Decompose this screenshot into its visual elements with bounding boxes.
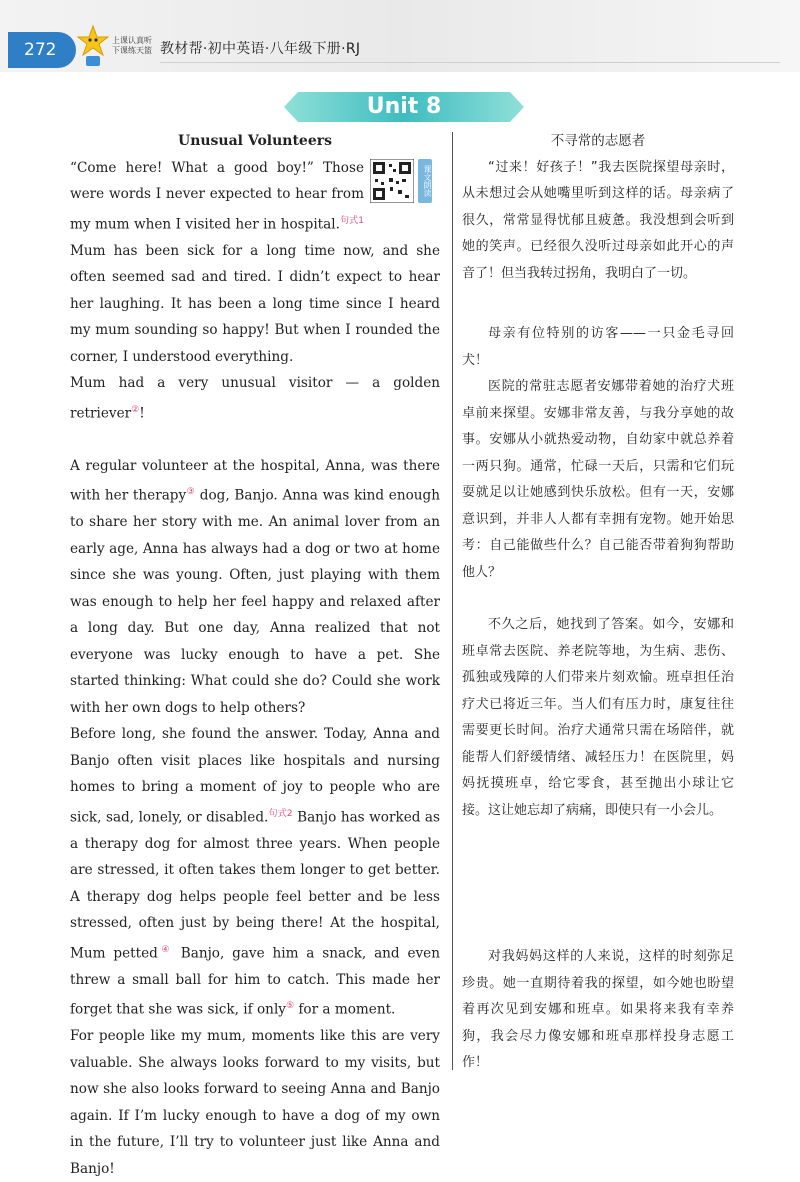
unit-title: Unit 8 [366,94,442,119]
chinese-title: 不寻常的志愿者 [550,133,646,149]
qr-tag[interactable]: 课文朗读 [418,159,432,203]
sentence-mark-1: 句式1 [339,215,364,226]
qr-code-icon[interactable] [370,159,414,203]
chinese-translation [462,128,734,1077]
english-paragraph-3: A regular volunteer at the hospital, Anna, was there with her therapy③ dog, Banjo. Anna was kind enough to share her story with me. An animal lover from an early age, Anna has always had a dog or two at home since she was young. Often, just playing with them was enough to help her feel happy and relaxed after a long day. But one day, Anna realized that not everyone was lucky enough to have a pet. She started thinking: What could she do? Could she work with her own dogs to help others? [70,457,440,716]
english-paragraph-2: Mum had a very unusual visitor — a golden retriever②! [70,375,440,422]
sentence-mark-2: 句式2 [268,808,293,819]
chinese-paragraph-3: 医院的常驻志愿者安娜带着她的治疗犬班卓前来探望。安娜非常友善，与我分享她的故事。安娜从小就热爱动物，自幼家中就总养着一两只狗。通常，忙碌一天后，只需和它们玩耍就足以让她感到快乐放松。但有一天，安娜意识到，并非人人都有幸拥有宠物。她开始思考：自己能做些什么？自己能否带着狗狗帮助他人？ [462,379,734,580]
slogan: 上课认真听 下课练天篮 [112,36,152,55]
footnote-3: ③ [186,487,196,498]
qr-block[interactable] [370,159,440,215]
header-rule [160,62,780,63]
english-title: Unusual Volunteers [177,133,333,149]
chinese-paragraph-2: 母亲有位特别的访客——一只金毛寻回犬！ [462,326,734,368]
mascot-icon [76,24,110,70]
footnote-2: ② [131,404,140,415]
chinese-paragraph-1: “过来！好孩子！”我去医院探望母亲时，从未想过会从她嘴里听到这样的话。母亲病了很久，常常显得忧郁且疲惫。我没想到会听到她的笑声。已经很久没听过母亲如此开心的声音了！但当我转过拐角，我明白了一切。 [462,159,734,281]
english-passage [70,128,440,1182]
english-paragraph-1: 课文朗读 “Come here! What a good boy!” Those were words I never expected to hear from my mum when I visited her in hospital.$^{句式1}$ Mum has been sick for a long time now, and she often seemed sad and tired. I didn’t expect to hear her laughing. It has been a long time since I heard my mum sounding so happy! But when I rounded the corner, I understood everything. [70,159,440,365]
column-divider [452,132,453,1070]
english-paragraph-5: For people like my mum, moments like this are very valuable. She always looks forward to my visits, but now she also looks forward to seeing Anna and Banjo again. If I’m lucky enough to have a dog of my own in the future, I’ll try to volunteer just like Anna and Banjo! [70,1028,440,1177]
footnote-4: ④ [157,944,173,955]
page-number: 272 [8,32,76,68]
english-paragraph-4: Before long, she found the answer. Today, Anna and Banjo often visit places like hospitals and nursing homes to bring a moment of joy to people who are sick, sad, lonely, or disabled.$^{句式2}$ Banjo has worked as a therapy dog for almost three years. When people are stressed, it often takes them longer to get better. A therapy dog helps people feel better and be less stressed, often just by being there! At the hospital, Mum petted④ Banjo, gave him a snack, and even threw a small ball for him to catch. This made her forget that she was sick, if only⑤ for a moment. [70,726,441,1018]
chinese-paragraph-4: 不久之后，她找到了答案。如今，安娜和班卓常去医院、养老院等地，为生病、悲伤、孤独或残障的人们带来片刻欢愉。班卓担任治疗犬已将近三年。当人们有压力时，康复往往需要更长时间。治疗犬通常只需在场陪伴，就能帮人们舒缓情绪、减轻压力！在医院里，妈妈抚摸班卓，给它零食，甚至抛出小球让它接。这让她忘却了病痛，即使只有一小会儿。 [462,617,734,818]
book-title: 教材帮·初中英语·八年级下册·RJ [160,41,361,57]
footnote-5: ⑤ [285,1001,295,1012]
chinese-paragraph-5: 对我妈妈这样的人来说，这样的时刻弥足珍贵。她一直期待着我的探望，如今她也盼望着再次见到安娜和班卓。如果将来我有幸养狗，我会尽力像安娜和班卓那样投身志愿工作！ [462,949,734,1070]
